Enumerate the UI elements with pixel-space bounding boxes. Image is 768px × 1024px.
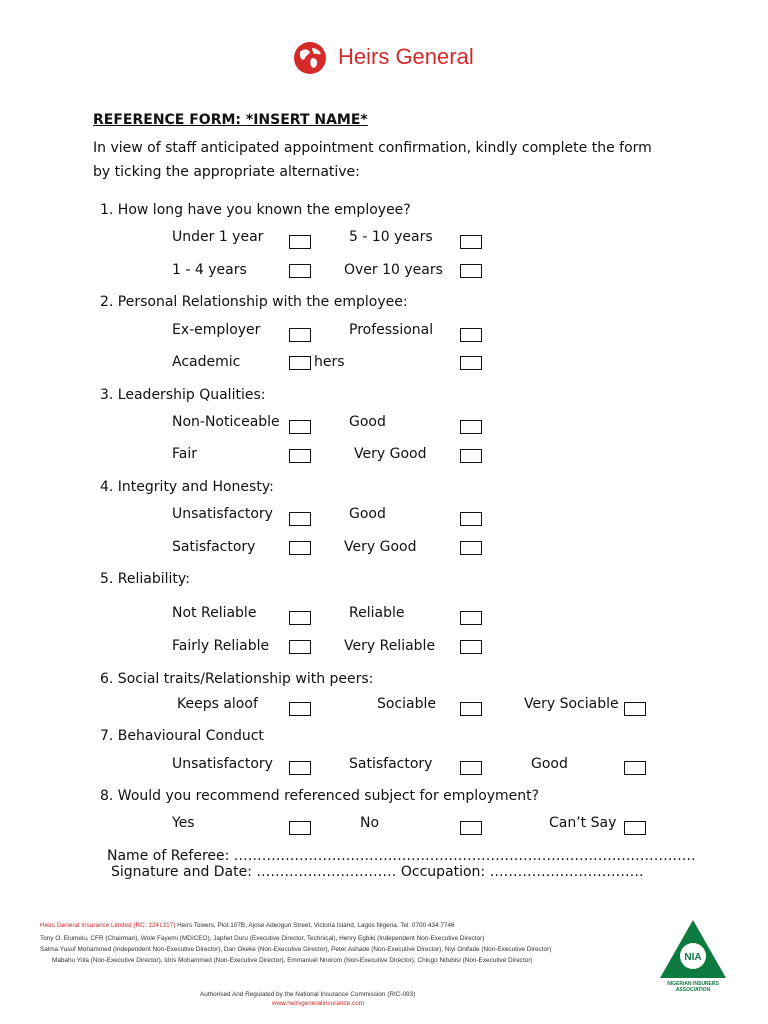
option-label: Unsatisfactory <box>172 506 273 522</box>
question-6: 6. Social traits/Relationship with peers: <box>100 671 374 687</box>
footer-regulator: Authorised And Regulated by the National Insurance Commission (RIC-093) <box>200 991 416 998</box>
option-label: Very Good <box>344 539 417 555</box>
form-title: REFERENCE FORM: *INSERT NAME* <box>93 112 368 128</box>
option-label: Over 10 years <box>344 262 443 278</box>
question-2: 2. Personal Relationship with the employee: <box>100 294 408 310</box>
option-label: Reliable <box>349 605 405 621</box>
footer-directors-3: Mabahu Yola (Non-Executive Director), Idris Mohammed (Non-Executive Director), Emmanuel Nnorom (Non-Executive Director), Chiugo Ndubisi (Non-Executive Director) <box>52 957 533 964</box>
checkbox[interactable] <box>460 356 482 370</box>
checkbox[interactable] <box>289 264 311 278</box>
option-label: Ex-employer <box>172 322 261 338</box>
nia-name: NIGERIAN INSURERS ASSOCIATION <box>667 981 719 993</box>
checkbox[interactable] <box>460 541 482 555</box>
nia-triangle-icon <box>658 918 728 982</box>
checkbox[interactable] <box>289 761 311 775</box>
option-label: Fairly Reliable <box>172 638 270 654</box>
checkbox[interactable] <box>289 235 311 249</box>
checkbox[interactable] <box>289 640 311 654</box>
checkbox[interactable] <box>460 821 482 835</box>
checkbox[interactable] <box>624 761 646 775</box>
option-label: Satisfactory <box>349 756 433 772</box>
option-label: Under 1 year <box>172 229 264 245</box>
option-label: hers <box>314 354 345 370</box>
option-label: Keeps aloof <box>177 696 258 712</box>
option-label: Yes <box>172 815 195 831</box>
checkbox[interactable] <box>460 611 482 625</box>
checkbox[interactable] <box>460 512 482 526</box>
option-label: Sociable <box>377 696 437 712</box>
option-label: Can’t Say <box>549 815 617 831</box>
checkbox[interactable] <box>289 449 311 463</box>
checkbox[interactable] <box>460 449 482 463</box>
checkbox[interactable] <box>624 702 646 716</box>
checkbox[interactable] <box>460 264 482 278</box>
question-3: 3. Leadership Qualities: <box>100 387 266 403</box>
globe-icon <box>292 40 328 76</box>
option-label: Very Good <box>354 446 427 462</box>
option-label: No <box>360 815 380 831</box>
question-5: 5. Reliability: <box>100 571 190 587</box>
nia-logo <box>658 918 728 988</box>
checkbox[interactable] <box>460 328 482 342</box>
option-label: Satisfactory <box>172 539 256 555</box>
question-8: 8. Would you recommend referenced subject for employment? <box>100 788 540 804</box>
footer-directors-1: Tony O. Elumelu, CFR (Chairman), Wole Fayemi (MD/CEO), Japhet Duru (Executive Director, Technical), Henry Egbiki (Independent Non-Executive Director) <box>40 935 485 942</box>
company-address: Heirs Towers, Plot 107B, Ajose Adeogun Street, Victoria Island, Lagos Nigeria. Tel: 0700 434 7746 <box>175 922 455 929</box>
option-label: Good <box>531 756 568 772</box>
form-intro: In view of staff anticipated appointment confirmation, kindly complete the form by ticking the appropriate alternative: <box>93 140 652 180</box>
question-7: 7. Behavioural Conduct <box>100 728 264 744</box>
option-label: Fair <box>172 446 197 462</box>
option-label: Not Reliable <box>172 605 257 621</box>
checkbox[interactable] <box>460 761 482 775</box>
referee-name-field[interactable]: Name of Referee: ……………………………………………………………………………………… <box>107 848 696 864</box>
checkbox[interactable] <box>289 541 311 555</box>
checkbox[interactable] <box>460 235 482 249</box>
checkbox[interactable] <box>289 821 311 835</box>
option-label: Professional <box>349 322 434 338</box>
checkbox[interactable] <box>460 702 482 716</box>
option-label: Very Sociable <box>524 696 619 712</box>
footer-company-line <box>40 922 455 929</box>
nia-abbr: NIA <box>684 952 702 963</box>
option-label: Unsatisfactory <box>172 756 273 772</box>
option-label: Very Reliable <box>344 638 436 654</box>
checkbox[interactable] <box>289 611 311 625</box>
footer-directors-2: Salma Yusuf Mohammed (Independent Non-Executive Director), Dan Okeke (Non-Executive Director), Peter Ashade (Non-Executive Director), Niyi Onifade (Non-Executive Director) <box>40 946 552 953</box>
checkbox[interactable] <box>289 356 311 370</box>
option-label: 5 - 10 years <box>349 229 433 245</box>
brand-name: Heirs General <box>338 44 474 69</box>
option-label: Academic <box>172 354 241 370</box>
option-label: Good <box>349 414 386 430</box>
referee-signature-field[interactable]: Signature and Date: ………………………… Occupation: …………………………… <box>111 864 644 880</box>
checkbox[interactable] <box>289 512 311 526</box>
option-label: 1 - 4 years <box>172 262 247 278</box>
company-name: Heirs General Insurance Limited (RC: 1241317) <box>40 922 176 929</box>
footer-website[interactable]: www.heirsgeneralinsurance.com <box>272 1000 364 1007</box>
checkbox[interactable] <box>289 328 311 342</box>
question-1: 1. How long have you known the employee? <box>100 202 411 218</box>
checkbox[interactable] <box>460 640 482 654</box>
option-label: Non-Noticeable <box>172 414 280 430</box>
question-4: 4. Integrity and Honesty: <box>100 479 274 495</box>
checkbox[interactable] <box>460 420 482 434</box>
checkbox[interactable] <box>624 821 646 835</box>
option-label: Good <box>349 506 386 522</box>
checkbox[interactable] <box>289 420 311 434</box>
checkbox[interactable] <box>289 702 311 716</box>
